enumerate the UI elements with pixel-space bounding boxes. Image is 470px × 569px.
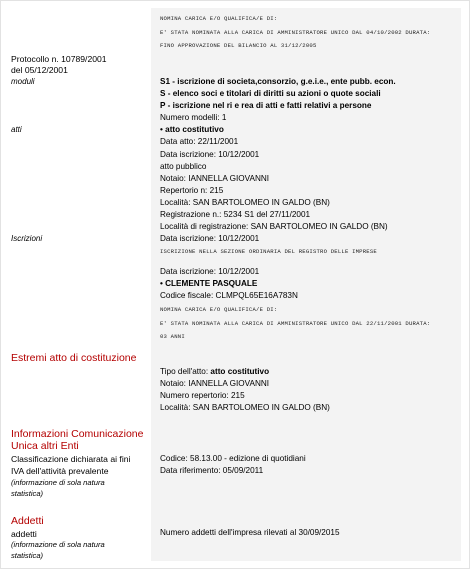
numero-addetti: Numero addetti dell'impresa rilevati al 30/09/2015	[160, 528, 340, 537]
modulo-p: P - iscrizione nel ri e rea di atti e fatti relativi a persone	[160, 101, 372, 110]
codice-ateco: Codice: 58.13.00 - edizione di quotidiani	[160, 454, 306, 463]
protocollo-number: Protocollo n. 10789/2001	[11, 54, 107, 64]
codice-fiscale: Codice fiscale: CLMPQL65E16A783N	[160, 291, 298, 300]
iscrizione-date: Data iscrizione: 10/12/2001	[160, 267, 260, 276]
mono-line: FINO APPROVAZIONE DEL BILANCIO AL 31/12/2005	[160, 42, 317, 49]
iscrizioni-label: Iscrizioni	[11, 234, 43, 243]
classificazione-label: Classificazione dichiarata ai fini	[11, 454, 131, 464]
atto-line: Data iscrizione: 10/12/2001	[160, 150, 260, 159]
addetti-heading: Addetti	[11, 515, 44, 527]
addetti-note: (informazione di sola natura	[11, 540, 105, 549]
mono-line: E' STATA NOMINATA ALLA CARICA DI AMMINISTRATORE UNICO DAL 22/11/2001 DURATA:	[160, 320, 431, 327]
iscrizione-date: Data iscrizione: 10/12/2001	[160, 234, 260, 243]
atti-label: atti	[11, 125, 22, 134]
mono-line: NOMINA CARICA E/O QUALIFICA/E DI:	[160, 306, 278, 313]
mono-line: NOMINA CARICA E/O QUALIFICA/E DI:	[160, 15, 278, 22]
estremi-line: Numero repertorio: 215	[160, 391, 245, 400]
info-heading: Informazioni Comunicazione	[11, 428, 144, 440]
info-note: (informazione di sola natura	[11, 478, 105, 487]
addetti-note: statistica)	[11, 551, 44, 560]
info-heading: Unica altri Enti	[11, 440, 79, 452]
atto-line: Notaio: IANNELLA GIOVANNI	[160, 174, 270, 183]
classificazione-label: IVA dell'attività prevalente	[11, 466, 109, 476]
atto-line: Repertorio n: 215	[160, 186, 224, 195]
tipo-atto	[160, 367, 269, 376]
protocollo-date: del 05/12/2001	[11, 65, 68, 75]
moduli-label: moduli	[11, 77, 35, 86]
estremi-line: Località: SAN BARTOLOMEO IN GALDO (BN)	[160, 403, 330, 412]
tipo-atto-value: atto costitutivo	[210, 367, 270, 376]
atto-title: • atto costitutivo	[160, 125, 224, 134]
atto-line: atto pubblico	[160, 162, 207, 171]
numero-modelli: Numero modelli: 1	[160, 113, 227, 122]
tipo-atto-label: Tipo dell'atto:	[160, 367, 211, 376]
modulo-s1: S1 - iscrizione di societa,consorzio, g.e.i.e., ente pubb. econ.	[160, 77, 396, 86]
addetti-label: addetti	[11, 529, 37, 539]
person-name: • CLEMENTE PASQUALE	[160, 279, 258, 288]
data-riferimento: Data riferimento: 05/09/2011	[160, 466, 264, 475]
atto-line: Data atto: 22/11/2001	[160, 137, 239, 146]
atto-line: Località: SAN BARTOLOMEO IN GALDO (BN)	[160, 198, 330, 207]
estremi-heading: Estremi atto di costituzione	[11, 352, 137, 364]
mono-line: 03 ANNI	[160, 333, 185, 340]
estremi-line: Notaio: IANNELLA GIOVANNI	[160, 379, 270, 388]
mono-line: ISCRIZIONE NELLA SEZIONE ORDINARIA DEL REGISTRO DELLE IMPRESE	[160, 248, 377, 255]
atto-line: Registrazione n.: 5234 S1 del 27/11/2001	[160, 210, 311, 219]
info-note: statistica)	[11, 489, 44, 498]
mono-line: E' STATA NOMINATA ALLA CARICA DI AMMINISTRATORE UNICO DAL 04/10/2002 DURATA:	[160, 29, 431, 36]
modulo-s: S - elenco soci e titolari di diritti su azioni o quote sociali	[160, 89, 381, 98]
atto-line: Località di registrazione: SAN BARTOLOMEO IN GALDO (BN)	[160, 222, 388, 231]
